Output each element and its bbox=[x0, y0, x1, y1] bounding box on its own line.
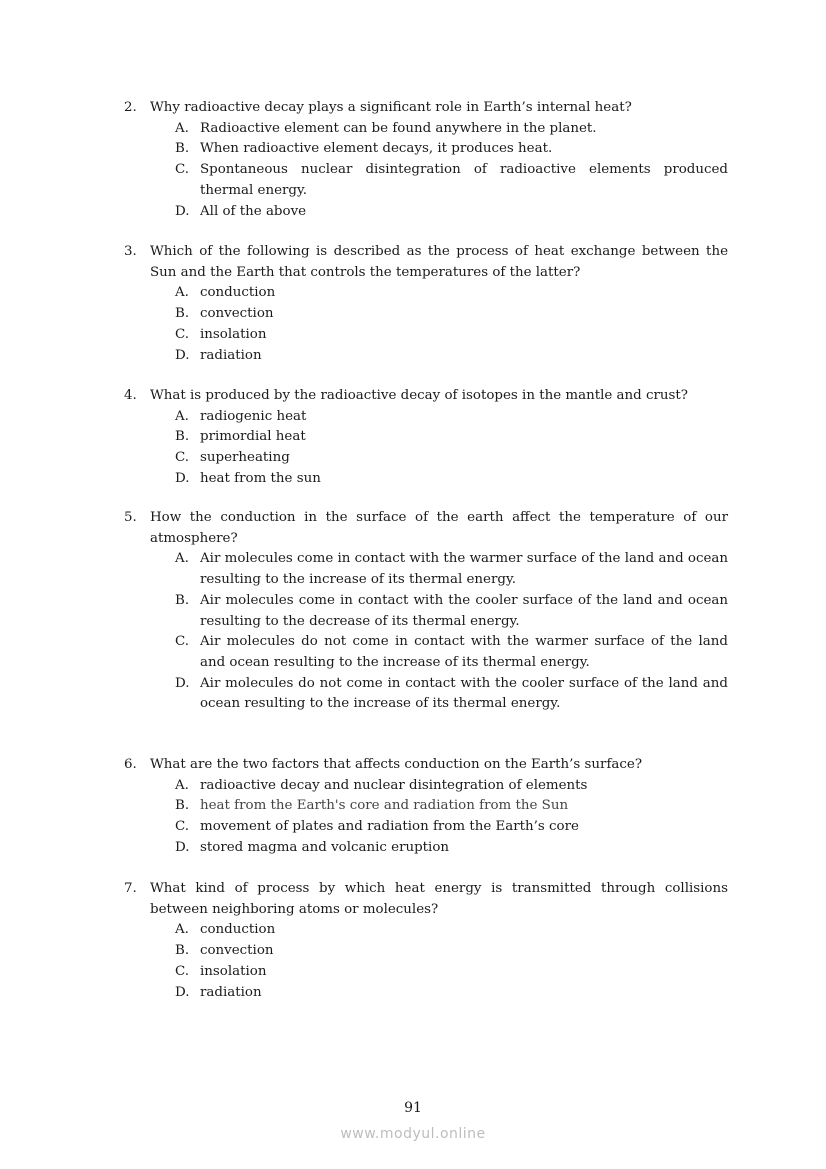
option-text: Radioactive element can be found anywhere in the planet. bbox=[200, 120, 597, 136]
option-text: stored magma and volcanic eruption bbox=[200, 839, 450, 855]
option-letter: A. bbox=[175, 551, 189, 567]
question-text: What is produced by the radioactive decay of isotopes in the mantle and crust? bbox=[150, 388, 688, 403]
option-text: superheating bbox=[200, 450, 290, 466]
question-stem bbox=[124, 755, 728, 776]
answer-option bbox=[175, 920, 728, 941]
question-number: 7. bbox=[124, 881, 137, 896]
answer-option bbox=[175, 632, 728, 673]
question-stem bbox=[124, 242, 728, 283]
option-letter: D. bbox=[175, 984, 190, 1000]
question-text: What are the two factors that affects conduction on the Earth’s surface? bbox=[150, 757, 642, 772]
question-text: Why radioactive decay plays a significant role in Earth’s internal heat? bbox=[150, 100, 632, 115]
question-number: 4. bbox=[124, 388, 137, 403]
option-letter: A. bbox=[175, 922, 189, 938]
option-letter: C. bbox=[175, 162, 190, 178]
option-letter: C. bbox=[175, 450, 190, 466]
answer-option bbox=[175, 838, 728, 859]
option-letter: A. bbox=[175, 285, 189, 301]
answer-option bbox=[175, 591, 728, 632]
answer-option bbox=[175, 796, 728, 817]
question-3 bbox=[124, 242, 728, 366]
page-number: 91 bbox=[404, 1100, 422, 1116]
answer-option bbox=[175, 346, 728, 367]
question-stem bbox=[124, 508, 728, 549]
question-number: 5. bbox=[124, 510, 137, 525]
option-letter: C. bbox=[175, 963, 190, 979]
option-text: conduction bbox=[200, 285, 276, 301]
option-text: radiogenic heat bbox=[200, 408, 307, 424]
answer-option bbox=[175, 119, 728, 140]
question-text: How the conduction in the surface of the earth affect the temperature of our atmosphere? bbox=[150, 510, 728, 546]
option-letter: D. bbox=[175, 839, 190, 855]
answer-option bbox=[175, 983, 728, 1004]
question-7 bbox=[124, 879, 728, 1003]
answer-option bbox=[175, 427, 728, 448]
option-text: convection bbox=[200, 943, 274, 959]
answer-option bbox=[175, 407, 728, 428]
answer-option bbox=[175, 304, 728, 325]
question-stem bbox=[124, 98, 728, 119]
option-text: When radioactive element decays, it produces heat. bbox=[200, 141, 553, 157]
question-number: 6. bbox=[124, 757, 137, 772]
watermark: www.modyul.online bbox=[340, 1126, 486, 1142]
option-text: radiation bbox=[200, 984, 262, 1000]
answer-option bbox=[175, 941, 728, 962]
option-text: primordial heat bbox=[200, 429, 306, 445]
question-stem bbox=[124, 879, 728, 920]
option-text: All of the above bbox=[200, 203, 307, 219]
option-letter: C. bbox=[175, 819, 190, 835]
option-text: insolation bbox=[200, 963, 267, 979]
option-letter: A. bbox=[175, 408, 189, 424]
option-letter: A. bbox=[175, 777, 189, 793]
answer-option bbox=[175, 469, 728, 490]
option-text: Air molecules come in contact with the warmer surface of the land and ocean resulting to the increase of its thermal energy. bbox=[200, 551, 728, 588]
question-4 bbox=[124, 386, 728, 490]
option-text: movement of plates and radiation from the Earth’s core bbox=[200, 819, 579, 835]
option-letter: B. bbox=[175, 592, 190, 608]
option-text: Air molecules do not come in contact with the cooler surface of the land and ocean resulting to the increase of its thermal energy. bbox=[200, 675, 728, 712]
question-stem bbox=[124, 386, 728, 407]
answer-option bbox=[175, 962, 728, 983]
option-letter: C. bbox=[175, 326, 190, 342]
question-2 bbox=[124, 98, 728, 222]
option-letter: B. bbox=[175, 429, 190, 445]
option-text: Air molecules do not come in contact with the warmer surface of the land and ocean resulting to the increase of its thermal energy. bbox=[200, 634, 728, 670]
answer-option bbox=[175, 776, 728, 797]
option-text: radiation bbox=[200, 347, 262, 363]
option-text: conduction bbox=[200, 922, 276, 938]
question-text: What kind of process by which heat energy is transmitted through collisions between neighboring atoms or molecules? bbox=[150, 881, 728, 917]
question-6 bbox=[124, 755, 728, 859]
option-letter: B. bbox=[175, 141, 190, 157]
answer-option bbox=[175, 817, 728, 838]
option-letter: A. bbox=[175, 120, 189, 136]
option-letter: D. bbox=[175, 347, 190, 363]
answer-option bbox=[175, 160, 728, 201]
answer-option bbox=[175, 139, 728, 160]
answer-option bbox=[175, 549, 728, 590]
option-letter: B. bbox=[175, 943, 190, 959]
option-letter: C. bbox=[175, 634, 190, 650]
option-letter: D. bbox=[175, 203, 190, 219]
option-text: heat from the sun bbox=[200, 470, 321, 486]
option-letter: D. bbox=[175, 470, 190, 486]
answer-option bbox=[175, 202, 728, 223]
option-text: heat from the Earth's core and radiation from the Sun bbox=[200, 798, 569, 814]
option-text: Air molecules come in contact with the cooler surface of the land and ocean resulting to the decrease of its thermal energy. bbox=[200, 592, 728, 629]
option-text: Spontaneous nuclear disintegration of radioactive elements produced thermal energy. bbox=[200, 162, 728, 198]
option-text: insolation bbox=[200, 326, 267, 342]
question-text: Which of the following is described as the process of heat exchange between the Sun and the Earth that controls the temperatures of the latter? bbox=[150, 244, 728, 280]
answer-option bbox=[175, 674, 728, 715]
question-number: 3. bbox=[124, 244, 137, 259]
question-number: 2. bbox=[124, 100, 137, 115]
question-5 bbox=[124, 508, 728, 715]
answer-option bbox=[175, 325, 728, 346]
answer-option bbox=[175, 283, 728, 304]
option-letter: D. bbox=[175, 675, 190, 691]
option-letter: B. bbox=[175, 306, 190, 322]
option-text: radioactive decay and nuclear disintegration of elements bbox=[200, 777, 588, 793]
option-letter: B. bbox=[175, 798, 190, 814]
answer-option bbox=[175, 448, 728, 469]
option-text: convection bbox=[200, 306, 274, 322]
